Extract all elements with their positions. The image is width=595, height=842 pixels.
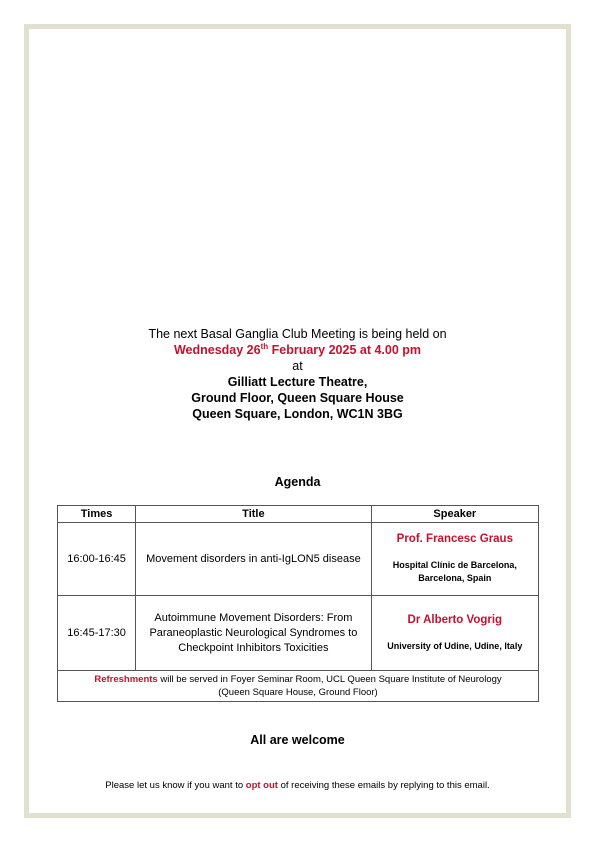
opt-out-notice xyxy=(0,780,595,791)
row-time: 16:45-17:30 xyxy=(58,596,136,671)
meeting-date xyxy=(0,342,595,358)
row-title: Autoimmune Movement Disorders: From Paraneoplastic Neurological Syndromes to Checkpoint Inhibitors Toxicities xyxy=(136,596,372,671)
optout-before: Please let us know if you want to xyxy=(105,780,246,791)
row-time: 16:00-16:45 xyxy=(58,523,136,596)
optout-after: of receiving these emails by replying to this email. xyxy=(277,780,490,791)
venue-line-3: Queen Square, London, WC1N 3BG xyxy=(192,407,403,421)
meeting-announcement xyxy=(0,326,595,422)
header-times: Times xyxy=(58,506,136,523)
header-title: Title xyxy=(136,506,372,523)
row-speaker-cell xyxy=(371,523,538,596)
speaker-name: Dr Alberto Vogrig xyxy=(407,613,503,626)
speaker-institution: University of Udine, Udine, Italy xyxy=(387,640,523,651)
at-text: at xyxy=(292,359,303,373)
date-rest: February 2025 at 4.00 pm xyxy=(268,343,422,357)
agenda-heading: Agenda xyxy=(274,475,321,489)
date-suffix-sup: th xyxy=(260,341,269,351)
row-speaker-cell xyxy=(371,596,538,671)
opt-out-link[interactable]: opt out xyxy=(245,780,278,791)
table-row xyxy=(58,523,539,596)
refreshments-row xyxy=(58,671,539,702)
announcement-line: The next Basal Ganglia Club Meeting is being held on xyxy=(148,327,447,341)
hero-image-buildings xyxy=(136,44,466,270)
refreshments-text: will be served in Foyer Seminar Room, UCL Queen Square Institute of Neurology xyxy=(157,674,502,685)
date-prefix: Wednesday 26 xyxy=(173,343,261,357)
refreshments-label: Refreshments xyxy=(94,674,158,685)
agenda-table xyxy=(57,505,539,702)
speaker-institution: Hospital Clínic de Barcelona, Barcelona, Spain xyxy=(392,560,517,583)
table-header-row xyxy=(58,506,539,523)
header-speaker: Speaker xyxy=(371,506,538,523)
speaker-name: Prof. Francesc Graus xyxy=(396,533,513,545)
refreshments-location: (Queen Square House, Ground Floor) xyxy=(218,687,378,698)
venue-line-1: Gilliatt Lecture Theatre, xyxy=(227,375,368,389)
row-title: Movement disorders in anti-IgLON5 disease xyxy=(136,523,372,596)
welcome-text: All are welcome xyxy=(250,733,345,747)
refreshments-cell xyxy=(58,671,539,702)
table-row xyxy=(58,596,539,671)
venue-line-2: Ground Floor, Queen Square House xyxy=(191,391,404,405)
